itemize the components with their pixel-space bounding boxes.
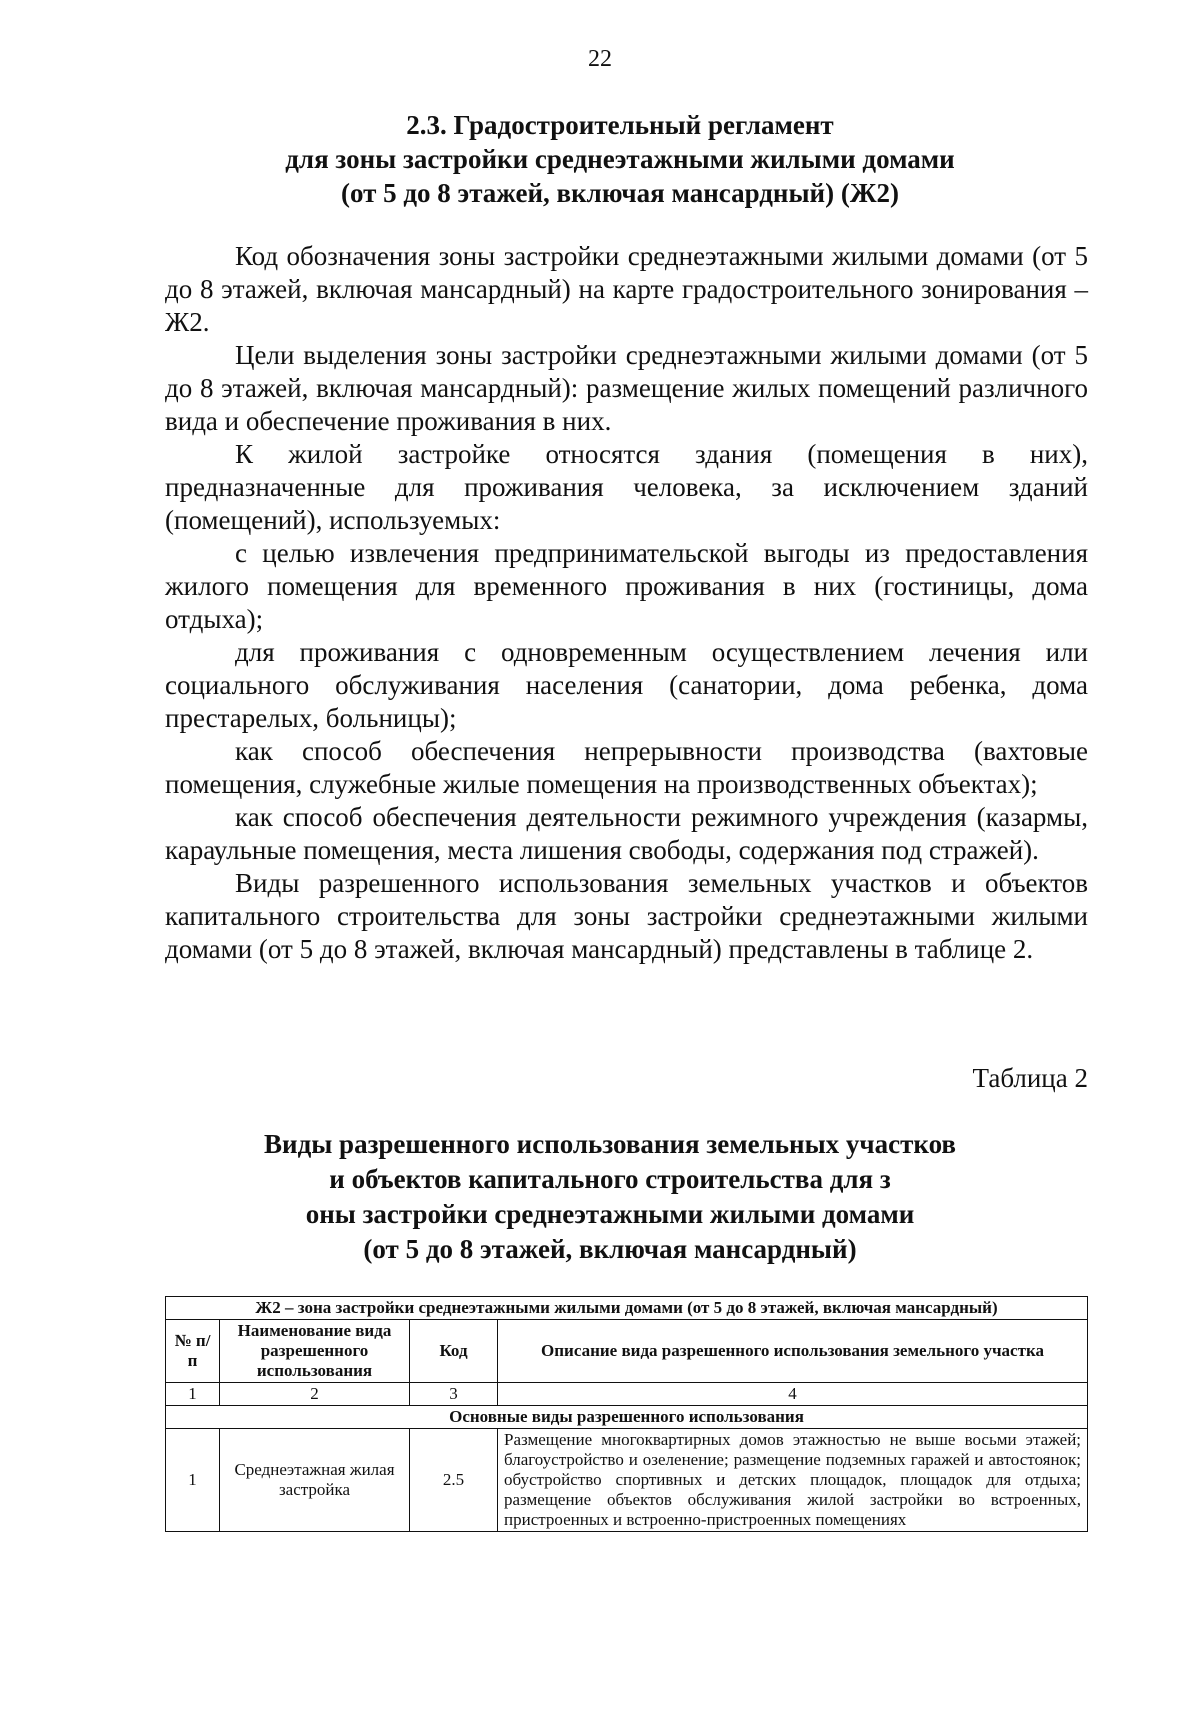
column-header: № п/п — [166, 1320, 220, 1383]
column-header: Описание вида разрешенного использования земельного участка — [498, 1320, 1088, 1383]
column-number: 2 — [220, 1383, 410, 1406]
row-number: 1 — [166, 1429, 220, 1532]
section-row — [166, 1406, 1088, 1429]
table-title — [200, 1127, 1020, 1267]
column-header: Наименование вида разрешенного использования — [220, 1320, 410, 1383]
paragraph: как способ обеспечения непрерывности производства (вахтовые помещения, служебные жилые помещения на производственных объектах); — [165, 736, 1088, 799]
paragraph: как способ обеспечения деятельности режимного учреждения (казармы, караульные помещения, места лишения свободы, содержания под стражей). — [165, 802, 1088, 865]
section-title-line: (от 5 до 8 этажей, включая мансардный) (Ж2) — [340, 178, 900, 208]
section-title — [160, 108, 1080, 210]
use-code: 2.5 — [410, 1429, 498, 1532]
page-number: 22 — [588, 46, 612, 72]
paragraph: с целью извлечения предпринимательской выгоды из предоставления жилого помещения для временного проживания в них (гостиницы, дома отдыха); — [165, 538, 1088, 634]
paragraph: Цели выделения зоны застройки среднеэтажными жилыми домами (от 5 до 8 этажей, включая мансардный): размещение жилых помещений различного вида и обеспечение проживания в них. — [165, 340, 1088, 436]
zone-header-cell: Ж2 – зона застройки среднеэтажными жилыми домами (от 5 до 8 этажей, включая мансардный) — [166, 1297, 1088, 1320]
use-name: Среднеэтажная жилая застройка — [220, 1429, 410, 1532]
column-number: 1 — [166, 1383, 220, 1406]
section-label: Основные виды разрешенного использования — [166, 1406, 1088, 1429]
use-description: Размещение многоквартирных домов этажностью не выше восьми этажей; благоустройство и озеленение; размещение подземных гаражей и автостоянок; обустройство спортивных и детских площадок, площадок для отдыха; размещение объектов обслуживания жилой застройки во встроенных, пристроенных и встроенно-пристроенных помещениях — [498, 1429, 1088, 1532]
column-header: Код — [410, 1320, 498, 1383]
column-header-row — [166, 1320, 1088, 1383]
table-title-line: (от 5 до 8 этажей, включая мансардный) — [363, 1234, 857, 1264]
paragraph: Код обозначения зоны застройки среднеэтажными жилыми домами (от 5 до 8 этажей, включая мансардный) на карте градостроительного зонирования – Ж2. — [165, 241, 1088, 337]
table-title-line: оны застройки среднеэтажными жилыми домами — [305, 1199, 915, 1229]
table-row — [166, 1429, 1088, 1532]
paragraph: К жилой застройке относятся здания (помещения в них), предназначенные для проживания человека, за исключением зданий (помещений), используемых: — [165, 439, 1088, 535]
table-caption: Таблица 2 — [972, 1063, 1088, 1093]
zone-header-row — [166, 1297, 1088, 1320]
paragraph: для проживания с одновременным осуществлением лечения или социального обслуживания населения (санатории, дома ребенка, дома престарелых, больницы); — [165, 637, 1088, 733]
body-text — [165, 240, 1088, 966]
table-title-line: Виды разрешенного использования земельных участков — [264, 1129, 956, 1159]
paragraph: Виды разрешенного использования земельных участков и объектов капитального строительства для зоны застройки среднеэтажными жилыми домами (от 5 до 8 этажей, включая мансардный) представлены в таблице 2. — [165, 868, 1088, 964]
column-number: 4 — [498, 1383, 1088, 1406]
section-title-line: для зоны застройки среднеэтажными жилыми домами — [285, 144, 955, 174]
section-title-line: 2.3. Градостроительный регламент — [406, 110, 834, 140]
column-number: 3 — [410, 1383, 498, 1406]
table-title-line: и объектов капитального строительства для з — [329, 1164, 891, 1194]
permitted-uses-table — [165, 1296, 1088, 1532]
column-number-row — [166, 1383, 1088, 1406]
